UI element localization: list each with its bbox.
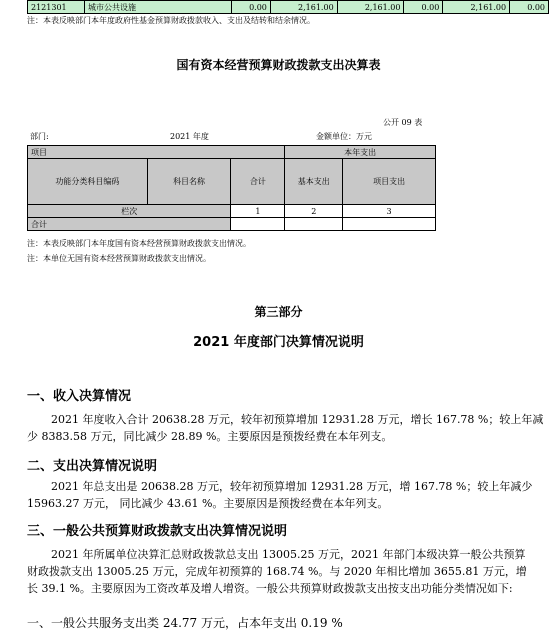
- section-paragraph: 2021 年总支出是 20638.28 万元，较年初预算增加 12931.28 万元，增 167.78 %；较上年减少 15963.27 万元， 同比减少 43.61 %。主要原因是预拨经费在本年列支。: [27, 480, 533, 510]
- subject-name-cell: 城市公共设施: [85, 1, 232, 14]
- part-title: 第三部分: [254, 305, 303, 319]
- table-row: [28, 1, 549, 14]
- table-note: 注：本单位无国有资本经营预算财政拨款支出情况。: [27, 254, 211, 263]
- header-item: 项目: [28, 146, 285, 159]
- year-label: 2021 年度: [170, 132, 209, 141]
- table-title: 国有资本经营预算财政拨款支出决算表: [176, 58, 381, 72]
- state-capital-expenditure-table: [27, 145, 436, 231]
- table-header-row: [28, 146, 436, 159]
- subject-code-cell: 2121301: [28, 1, 85, 14]
- header-project: 项目支出: [343, 159, 436, 205]
- sequence-cell: 3: [343, 205, 436, 218]
- top-table: [27, 0, 549, 14]
- header-basic: 基本支出: [285, 159, 343, 205]
- total-label: 合计: [28, 218, 231, 231]
- sequence-cell: 2: [285, 205, 343, 218]
- section-paragraph: 2021 年所属单位决算汇总财政拨款总支出 13005.25 万元，2021 年部门本级决算一般公共预算财政拨款支出 13005.25 万元，完成年初预算的 168.74 %。与 2020 年相比增加 3655.81 万元，增长 39.1 %。主要原因为工资改革及增人增资。一般公共预算财政拨款支出按支出功能分类情况如下:: [27, 548, 527, 595]
- sequence-cell: 1: [231, 205, 285, 218]
- table-row: [28, 205, 436, 218]
- section-heading: 二、支出决算情况说明: [27, 459, 158, 474]
- unit-label: 金额单位：万元: [316, 132, 372, 141]
- total-cell: [285, 218, 343, 231]
- value-cell: 2,161.00: [443, 1, 510, 14]
- section-heading: 一、收入决算情况: [27, 389, 132, 404]
- value-cell: 2,161.00: [337, 1, 404, 14]
- header-total: 合计: [231, 159, 285, 205]
- header-year-expenditure: 本年支出: [285, 146, 436, 159]
- department-label: 部门:: [30, 132, 49, 141]
- section-heading: 三、一般公共预算财政拨款支出决算情况说明: [27, 524, 288, 539]
- total-cell: [231, 218, 285, 231]
- top-table-note: 注：本表反映部门本年度政府性基金预算财政拨款收入、支出及结转和结余情况。: [27, 16, 315, 25]
- value-cell: 0.00: [510, 1, 549, 14]
- table-note: 注：本表反映部门本年度国有资本经营预算财政拨款支出情况。: [27, 239, 251, 248]
- section-paragraph: 2021 年度收入合计 20638.28 万元，较年初预算增加 12931.28 万元，增长 167.78 %；较上年减少 8383.58 万元，同比减少 28.89 %。主要原因是预拨经费在本年列支。: [27, 413, 544, 443]
- header-subject-name: 科目名称: [147, 159, 231, 205]
- form-number: 公开 09 表: [383, 118, 423, 127]
- value-cell: 0.00: [232, 1, 271, 14]
- sequence-label: 栏次: [28, 205, 231, 218]
- total-cell: [343, 218, 436, 231]
- expenditure-item: 一、一般公共服务支出类 24.77 万元，占本年支出 0.19 %: [27, 616, 343, 630]
- table-header-row: [28, 159, 436, 205]
- value-cell: 0.00: [404, 1, 443, 14]
- value-cell: 2,161.00: [270, 1, 337, 14]
- part-subtitle: 2021 年度部门决算情况说明: [193, 335, 364, 350]
- header-function-code: 功能分类科目编码: [28, 159, 148, 205]
- table-row: [28, 218, 436, 231]
